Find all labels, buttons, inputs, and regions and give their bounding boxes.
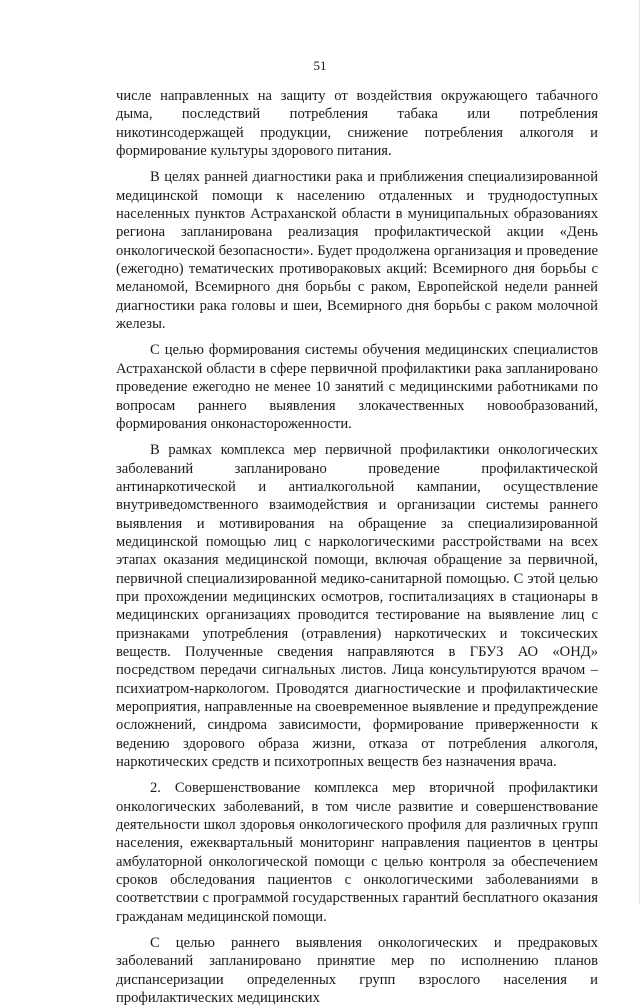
paragraph-primary-prevention: В рамках комплекса мер первичной профилактики онкологических заболеваний запланировано проведение профилактической антинаркотической и антиалкогольной кампании, осуществление внутриведомственного взаимодействия и организации системы раннего выявления и мотивирования на обращение за специализированной медицинской помощью лиц с наркологическими расстройствами на всех этапах оказания медицинской помощи, включая обращение за первичной, первичной специализированной медико-санитарной помощью. С этой целью при прохождении медицинских осмотров, госпитализациях в стационары в медицинских организациях проводится тестирование на выявление лиц с признаками употребления (отравления) наркотических и токсических веществ. Полученные сведения направляются в ГБУЗ АО «ОНД» посредством передачи сигнальных листов. Лица консультируются врачом – психиатром-наркологом. Проводятся диагностические и профилактические мероприятия, направленные на своевременное выявление и предупреждение осложнений, синдрома зависимости, формирование приверженности к ведению здорового образа жизни, отказа от потребления алкоголя, наркотических средств и психотропных веществ без назначения врача. [116, 442, 598, 771]
paragraph-specialist-training: С целью формирования системы обучения медицинских специалистов Астраханской области в сфере первичной профилактики рака запланировано проведение ежегодно не менее 10 занятий с медицинскими работниками по вопросам раннего выявления злокачественных новообразований, формирования онконастороженности. [116, 342, 598, 432]
document-body [116, 87, 598, 1008]
paragraph-secondary-prevention: 2. Совершенствование комплекса мер вторичной профилактики онкологических заболеваний, в том числе развитие и совершенствование деятельности школ здоровья онкологического профиля для различных групп населения, ежеквартальный мониторинг направления пациентов в центры амбулаторной онкологической помощи с целью контроля за обеспечением сроков обследования пациентов с онкологическими заболеваниями в соответствии с программой государственных гарантий бесплатного оказания гражданам медицинской помощи. [116, 780, 598, 925]
paragraph-early-detection: С целью раннего выявления онкологических и предраковых заболеваний запланировано принятие мер по исполнению планов диспансеризации определенных групп взрослого населения и профилактических медицинских [116, 935, 598, 1007]
page-number: 51 [313, 58, 327, 73]
paragraph-continuation: числе направленных на защиту от воздействия окружающего табачного дыма, последствий потребления табака или потребления никотинсодержащей продукции, снижение потребления алкоголя и формирование культуры здорового питания. [116, 88, 598, 160]
paragraph-early-diagnostics: В целях ранней диагностики рака и приближения специализированной медицинской помощи к населению отдаленных и труднодоступных населенных пунктов Астраханской области в муниципальных образованиях региона запланирована реализация профилактической акции «День онкологической безопасности». Будет продолжена организация и проведение (ежегодно) тематических противораковых акций: Всемирного дня борьбы с меланомой, Всемирного дня борьбы с раком, Европейской недели ранней диагностики рака головы и шеи, Всемирного дня борьбы с раком молочной железы. [116, 169, 598, 333]
